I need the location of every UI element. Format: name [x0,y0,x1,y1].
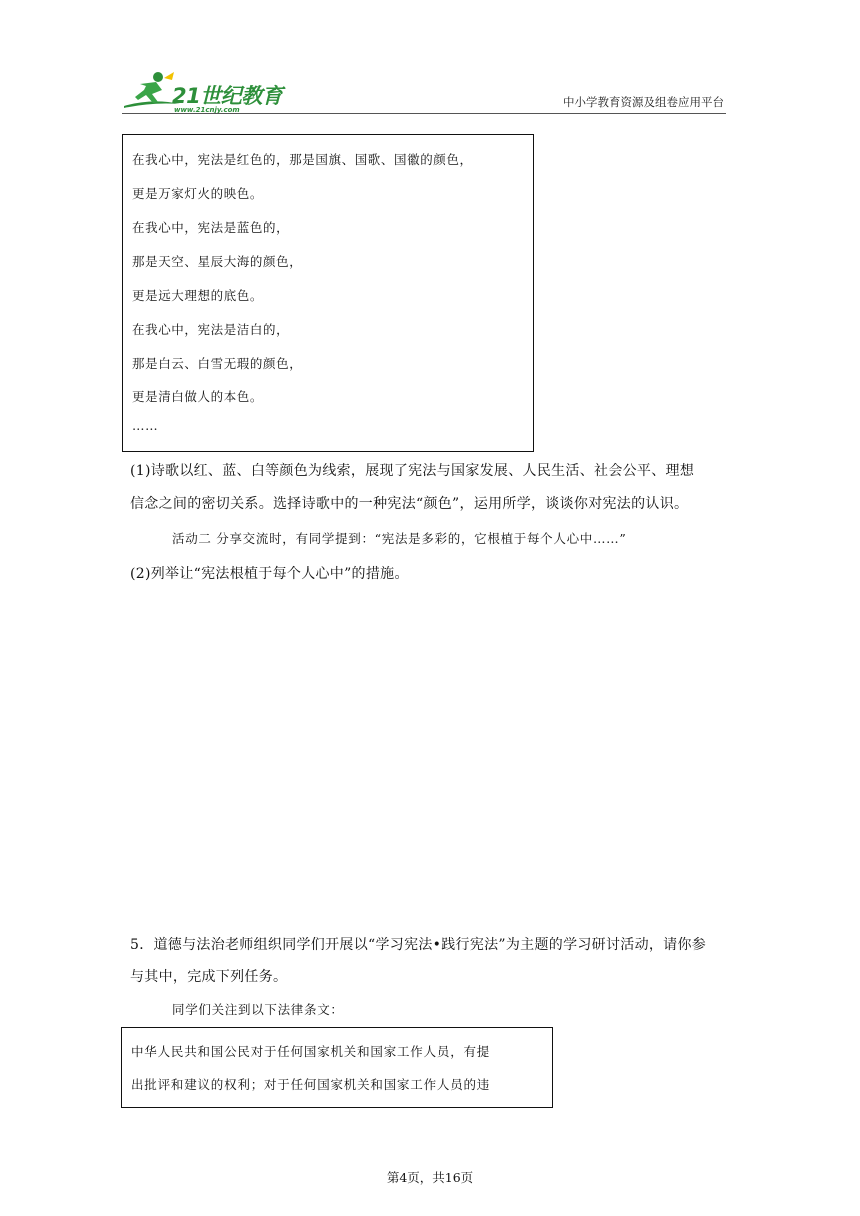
poem-line: 那是白云、白雪无瑕的颜色， [132,356,303,371]
platform-title: 中小学教育资源及组卷应用平台 [563,95,724,109]
question-5-line-1: 5．道德与法治老师组织同学们开展以“学习宪法•践行宪法”为主题的学习研讨活动，请你参 [130,937,707,953]
poem-ellipsis: …… [132,418,159,433]
site-logo [122,68,292,114]
poem-line: 在我心中，宪法是蓝色的， [132,220,290,235]
header-divider [122,113,726,114]
poem-line: 更是远大理想的底色。 [132,288,264,303]
page-number: 第4页，共16页 [386,1170,474,1185]
poem-line: 更是清白做人的本色。 [132,389,264,404]
poem-line: 在我心中，宪法是红色的，那是国旗、国歌、国徽的颜色， [132,152,473,167]
question-1-line-1: (1)诗歌以红、蓝、白等颜色为线索，展现了宪法与国家发展、人民生活、社会公平、理想 [130,463,695,479]
question-1-line-2: 信念之间的密切关系。选择诗歌中的一种宪法“颜色”，运用所学，谈谈你对宪法的认识。 [130,496,689,512]
logo-url: www.21cnjy.com [174,106,240,114]
law-box [121,1027,553,1108]
poem-box [122,134,534,452]
law-intro: 同学们关注到以下法律条文： [172,1002,344,1017]
logo-text: 21世纪教育 [172,84,283,108]
poem-line: 更是万家灯火的映色。 [132,186,264,201]
page-header [122,66,726,114]
law-line: 中华人民共和国公民对于任何国家机关和国家工作人员，有提 [131,1044,491,1059]
poem-line: 在我心中，宪法是洁白的， [132,322,290,337]
poem-line: 那是天空、星辰大海的颜色， [132,254,303,269]
question-5-line-2: 与其中，完成下列任务。 [130,969,288,985]
activity-2-text: 活动二 分享交流时，有同学提到：“宪法是多彩的，它根植于每个人心中……” [172,531,627,546]
question-2: (2)列举让“宪法根植于每个人心中”的措施。 [130,566,409,582]
law-line: 出批评和建议的权利；对于任何国家机关和国家工作人员的违 [131,1077,491,1092]
